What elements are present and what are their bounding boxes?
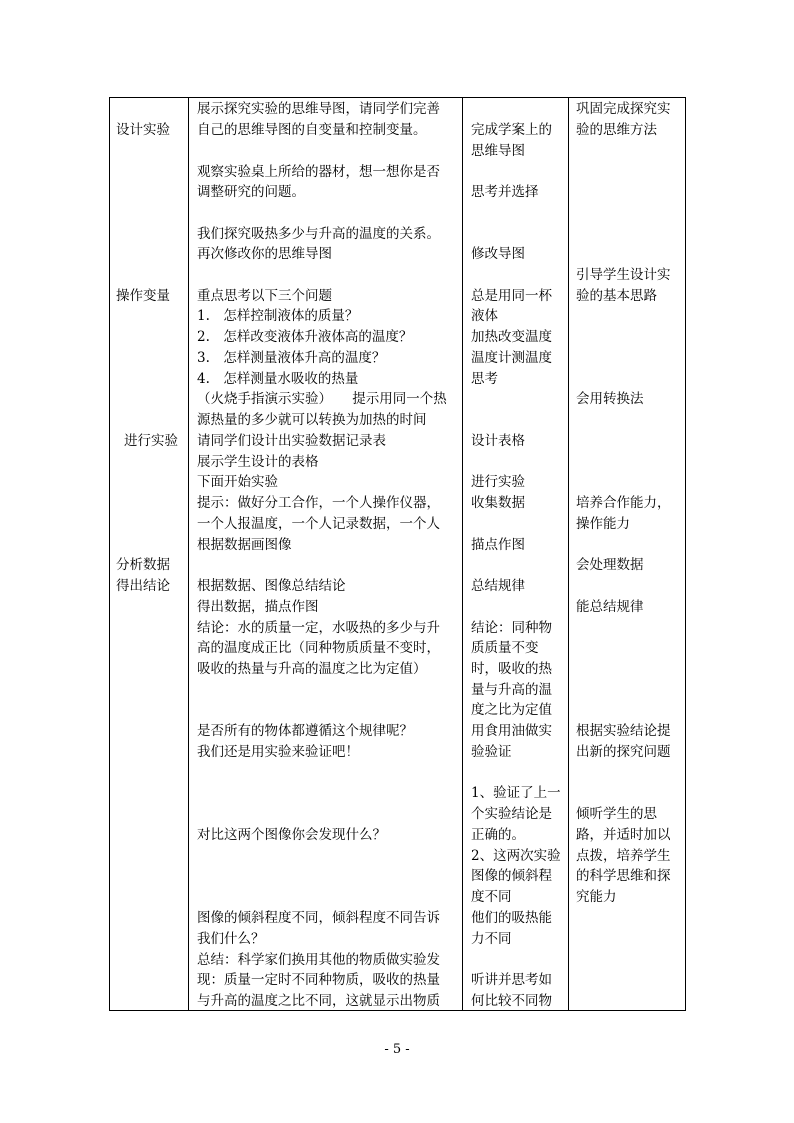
purpose-text-line: 路，并适时加以 bbox=[576, 827, 671, 843]
teacher-text-line: 自己的思维导图的自变量和控制变量。 bbox=[197, 122, 427, 138]
lesson-plan-table bbox=[109, 97, 686, 1011]
student-text-line: 验验证 bbox=[471, 744, 512, 760]
student-text-line: 正确的。 bbox=[471, 827, 525, 843]
student-text-line: 思考 bbox=[471, 371, 498, 387]
student-text-line: 量与升高的温 bbox=[471, 682, 552, 698]
student-text-line: 描点作图 bbox=[471, 537, 525, 553]
student-text-line: 设计表格 bbox=[471, 433, 525, 449]
stage-label: 操作变量 bbox=[116, 288, 170, 304]
teacher-text-line: 提示：做好分工合作，一个人操作仪器， bbox=[197, 495, 440, 511]
student-text-line: 1、验证了上一 bbox=[471, 785, 561, 801]
student-text-line: 力不同 bbox=[471, 931, 512, 947]
teacher-text-line: 1. 怎样控制液体的质量？ bbox=[197, 308, 359, 324]
teacher-text-line: 图像的倾斜程度不同，倾斜程度不同告诉 bbox=[197, 910, 440, 926]
student-text-line: 收集数据 bbox=[471, 495, 525, 511]
purpose-text-line: 培养合作能力， bbox=[576, 495, 671, 511]
student-text-line: 个实验结论是 bbox=[471, 806, 552, 822]
teacher-text-line: 总结：科学家们换用其他的物质做实验发 bbox=[197, 952, 440, 968]
teacher-text-line: 3. 怎样测量液体升高的温度？ bbox=[197, 350, 386, 366]
teacher-text-line: 结论：水的质量一定，水吸热的多少与升 bbox=[197, 620, 440, 636]
teacher-text-line: 根据数据、图像总结结论 bbox=[197, 578, 346, 594]
teacher-text-line: 一个人报温度，一个人记录数据，一个人 bbox=[197, 516, 440, 532]
student-text-line: 2、这两次实验 bbox=[471, 848, 561, 864]
teacher-text-line: 调整研究的问题。 bbox=[197, 184, 305, 200]
page-number: - 5 - bbox=[384, 1042, 410, 1057]
student-text-line: 进行实验 bbox=[471, 474, 525, 490]
purpose-text-line: 能总结规律 bbox=[576, 599, 644, 615]
purpose-text-line: 究能力 bbox=[576, 889, 617, 905]
stage-column bbox=[110, 98, 188, 1010]
teacher-text-line: （火烧手指演示实验） 提示用同一个热 bbox=[197, 391, 447, 407]
stage-label: 设计实验 bbox=[116, 122, 170, 138]
purpose-text-line: 的科学思维和探 bbox=[576, 868, 671, 884]
student-text-line: 思维导图 bbox=[471, 143, 525, 159]
teacher-text-line: 展示学生设计的表格 bbox=[197, 454, 319, 470]
teacher-text-line: 下面开始实验 bbox=[197, 474, 278, 490]
student-activity-column bbox=[463, 98, 568, 1010]
teacher-text-line: 得出数据，描点作图 bbox=[197, 599, 319, 615]
teacher-text-line: 与升高的温度之比不同，这就显示出物质 bbox=[197, 993, 440, 1009]
stage-label: 分析数据 bbox=[116, 557, 170, 573]
stage-label: 进行实验 bbox=[124, 433, 178, 449]
student-text-line: 图像的倾斜程 bbox=[471, 868, 552, 884]
purpose-text-line: 根据实验结论提 bbox=[576, 723, 671, 739]
student-text-line: 时，吸收的热 bbox=[471, 661, 552, 677]
teacher-text-line: 4. 怎样测量水吸收的热量 bbox=[197, 371, 359, 387]
teacher-text-line: 对比这两个图像你会发现什么？ bbox=[197, 827, 386, 843]
teacher-text-line: 吸收的热量与升高的温度之比为定值） bbox=[197, 661, 427, 677]
purpose-text-line: 出新的探究问题 bbox=[576, 744, 671, 760]
student-text-line: 质质量不变 bbox=[471, 640, 539, 656]
teacher-text-line: 再次修改你的思维导图 bbox=[197, 246, 332, 262]
teacher-text-line: 我们什么？ bbox=[197, 931, 265, 947]
teacher-text-line: 2. 怎样改变液体升液体高的温度？ bbox=[197, 329, 413, 345]
design-purpose-column bbox=[569, 98, 685, 1010]
teacher-text-line: 源热量的多少就可以转换为加热的时间 bbox=[197, 412, 427, 428]
student-text-line: 用食用油做实 bbox=[471, 723, 552, 739]
teacher-text-line: 展示探究实验的思维导图，请同学们完善 bbox=[197, 101, 440, 117]
student-text-line: 完成学案上的 bbox=[471, 122, 552, 138]
teacher-text-line: 我们还是用实验来验证吧！ bbox=[197, 744, 359, 760]
student-text-line: 修改导图 bbox=[471, 246, 525, 262]
student-text-line: 总是用同一杯 bbox=[471, 288, 552, 304]
student-text-line: 何比较不同物 bbox=[471, 993, 552, 1009]
teacher-activity-column bbox=[189, 98, 462, 1010]
student-text-line: 度不同 bbox=[471, 889, 512, 905]
teacher-text-line: 观察实验桌上所给的器材，想一想你是否 bbox=[197, 164, 440, 180]
stage-label: 得出结论 bbox=[116, 578, 170, 594]
teacher-text-line: 请同学们设计出实验数据记录表 bbox=[197, 433, 386, 449]
student-text-line: 温度计测温度 bbox=[471, 350, 552, 366]
purpose-text-line: 会处理数据 bbox=[576, 557, 644, 573]
purpose-text-line: 会用转换法 bbox=[576, 391, 644, 407]
student-text-line: 总结规律 bbox=[471, 578, 525, 594]
teacher-text-line: 高的温度成正比（同种物质质量不变时， bbox=[197, 640, 440, 656]
purpose-text-line: 巩固完成探究实 bbox=[576, 101, 671, 117]
student-text-line: 他们的吸热能 bbox=[471, 910, 552, 926]
purpose-text-line: 操作能力 bbox=[576, 516, 630, 532]
purpose-text-line: 点拨，培养学生 bbox=[576, 848, 671, 864]
student-text-line: 度之比为定值 bbox=[471, 702, 552, 718]
purpose-text-line: 验的思维方法 bbox=[576, 122, 657, 138]
teacher-text-line: 现：质量一定时不同种物质，吸收的热量 bbox=[197, 972, 440, 988]
teacher-text-line: 重点思考以下三个问题 bbox=[197, 288, 332, 304]
student-text-line: 液体 bbox=[471, 308, 498, 324]
student-text-line: 加热改变温度 bbox=[471, 329, 552, 345]
teacher-text-line: 我们探究吸热多少与升高的温度的关系。 bbox=[197, 226, 440, 242]
purpose-text-line: 引导学生设计实 bbox=[576, 267, 671, 283]
teacher-text-line: 根据数据画图像 bbox=[197, 537, 292, 553]
student-text-line: 思考并选择 bbox=[471, 184, 539, 200]
purpose-text-line: 验的基本思路 bbox=[576, 288, 657, 304]
purpose-text-line: 倾听学生的思 bbox=[576, 806, 657, 822]
teacher-text-line: 是否所有的物体都遵循这个规律呢？ bbox=[197, 723, 413, 739]
student-text-line: 结论：同种物 bbox=[471, 620, 552, 636]
student-text-line: 听讲并思考如 bbox=[471, 972, 552, 988]
